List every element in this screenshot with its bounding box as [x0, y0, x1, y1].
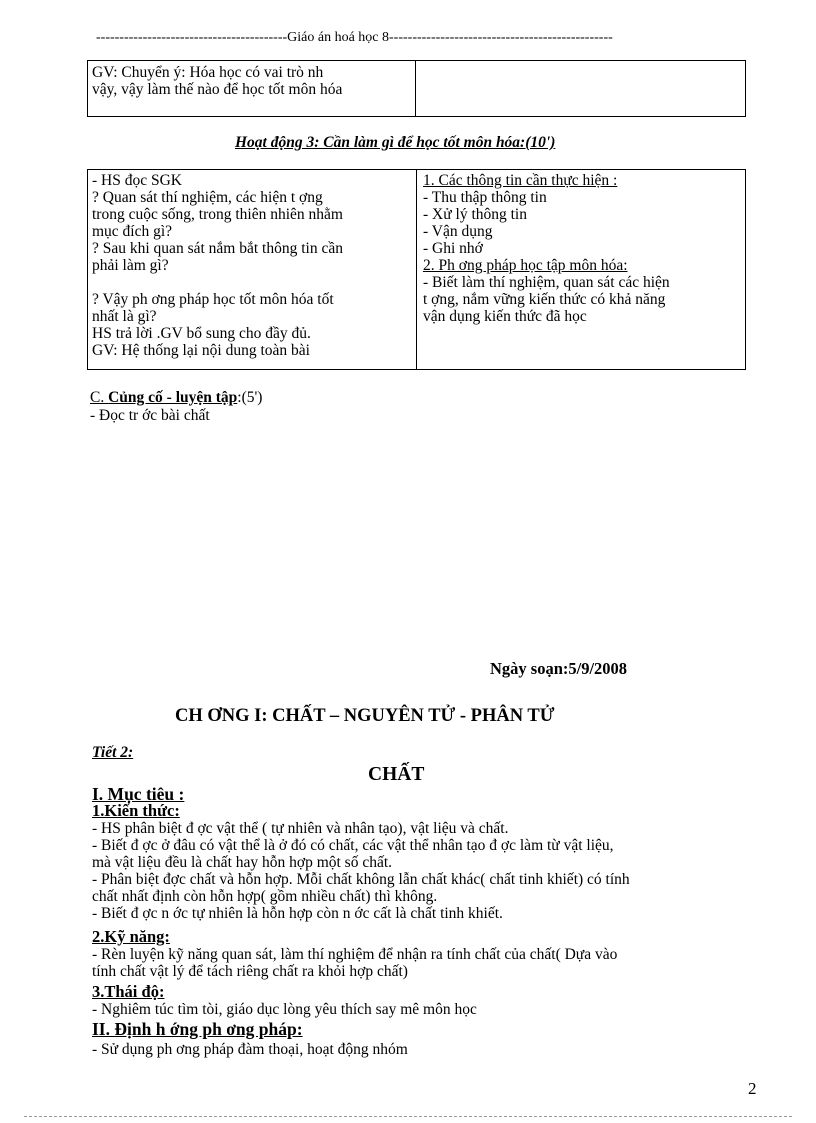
cell-line: HS trả lời .GV bổ sung cho đầy đủ.	[92, 325, 311, 342]
cell-line: mục đích gì?	[92, 223, 173, 240]
knowledge-line: chất nhất định còn hỗn hợp( gồm nhiều chất) thì không.	[92, 888, 438, 905]
knowledge-line: - HS phân biệt đ ợc vật thể ( tự nhiên và nhân tạo), vật liệu và chất.	[92, 820, 509, 837]
knowledge-line: mà vật liệu đều là chất hay hỗn hợp một số chất.	[92, 854, 393, 871]
lesson-title: CHẤT	[368, 764, 425, 785]
lesson-label: Tiết 2:	[92, 744, 134, 761]
cell-line	[92, 274, 412, 291]
knowledge-content	[92, 820, 762, 922]
method-line: t ợng, nắm vững kiến thức có khả năng	[423, 291, 666, 308]
transition-left-cell	[88, 61, 416, 116]
cell-line: ? Quan sát thí nghiệm, các hiện t ợng	[92, 189, 323, 206]
section-c-line: - Đọc tr ớc bài chất	[90, 407, 210, 424]
section-i-heading: I. Mục tiêu :	[92, 784, 185, 804]
method-line: - Sử dụng ph ơng pháp đàm thoại, hoạt động nhóm	[92, 1041, 408, 1058]
method-heading: 2. Ph ơng pháp học tập môn hóa:	[423, 257, 628, 274]
teacher-student-cell	[88, 170, 417, 369]
date-line: Ngày soạn:5/9/2008	[490, 659, 628, 678]
info-item: - Ghi nhớ	[423, 240, 483, 257]
skills-heading: 2.Kỹ năng:	[92, 927, 170, 946]
page-header: -----------------------------------------Giáo án hoá học 8------------------------------------------------	[96, 30, 613, 45]
section-c-title: Củng cố - luyện tập	[108, 389, 238, 406]
section-c-time: :(5')	[237, 389, 263, 406]
knowledge-line: - Phân biệt đợc chất và hỗn hợp. Mỗi chất không lẫn chất khác( chất tinh khiết) có tính	[92, 871, 630, 888]
content-cell	[417, 170, 745, 327]
skills-content	[92, 946, 617, 980]
cell-line: nhất là gì?	[92, 308, 157, 325]
section-c-prefix: C.	[90, 389, 109, 406]
knowledge-line: - Biết đ ợc ở đâu có vật thể là ở đó có chất, các vật thể nhân tạo đ ợc làm từ vật liệu,	[92, 837, 614, 854]
knowledge-heading: 1.Kiến thức:	[92, 801, 180, 820]
method-line: vận dụng kiến thức đã học	[423, 308, 587, 325]
info-item: - Xử lý thông tin	[423, 206, 527, 223]
cell-line: - HS đọc SGK	[92, 172, 182, 189]
page-bottom-border	[24, 1116, 792, 1117]
skills-line: tính chất vật lý để tách riêng chất ra khỏi hợp chất)	[92, 963, 408, 980]
chapter-title: CH ƠNG I: CHẤT – NGUYÊN TỬ - PHÂN TỬ	[175, 706, 555, 726]
attitude-line: - Nghiêm túc tìm tòi, giáo dục lòng yêu thích say mê môn học	[92, 1001, 477, 1018]
activity-table	[87, 169, 746, 370]
cell-line: phải làm gì?	[92, 257, 169, 274]
cell-line: GV: Chuyển ý: Hóa học có vai trò nh	[92, 64, 324, 81]
info-item: - Vận dụng	[423, 223, 493, 240]
page-number: 2	[748, 1079, 757, 1098]
method-line: - Biết làm thí nghiệm, quan sát các hiện	[423, 274, 670, 291]
cell-line: vậy, vậy làm thế nào để học tốt môn hóa	[92, 81, 343, 98]
section-c-heading	[90, 389, 262, 406]
cell-line: trong cuộc sống, trong thiên nhiên nhằm	[92, 206, 343, 223]
cell-line: ? Sau khi quan sát nắm bắt thông tin cần	[92, 240, 343, 257]
info-heading: 1. Các thông tin cần thực hiện :	[423, 172, 618, 189]
cell-line: GV: Hệ thống lại nội dung toàn bài	[92, 342, 310, 359]
cell-line: ? Vậy ph ơng pháp học tốt môn hóa tốt	[92, 291, 334, 308]
attitude-heading: 3.Thái độ:	[92, 982, 165, 1001]
section-ii-heading: II. Định h ớng ph ơng pháp:	[92, 1019, 303, 1039]
transition-table	[87, 60, 746, 117]
activity-3-heading: Hoạt động 3: Cần làm gì để học tốt môn hóa:(10')	[235, 134, 556, 151]
info-item: - Thu thập thông tin	[423, 189, 547, 206]
knowledge-line: - Biết đ ợc n ớc tự nhiên là hỗn hợp còn n ớc cất là chất tinh khiết.	[92, 905, 503, 922]
skills-line: - Rèn luyện kỹ năng quan sát, làm thí nghiệm để nhận ra tính chất của chất( Dựa vào	[92, 946, 618, 963]
